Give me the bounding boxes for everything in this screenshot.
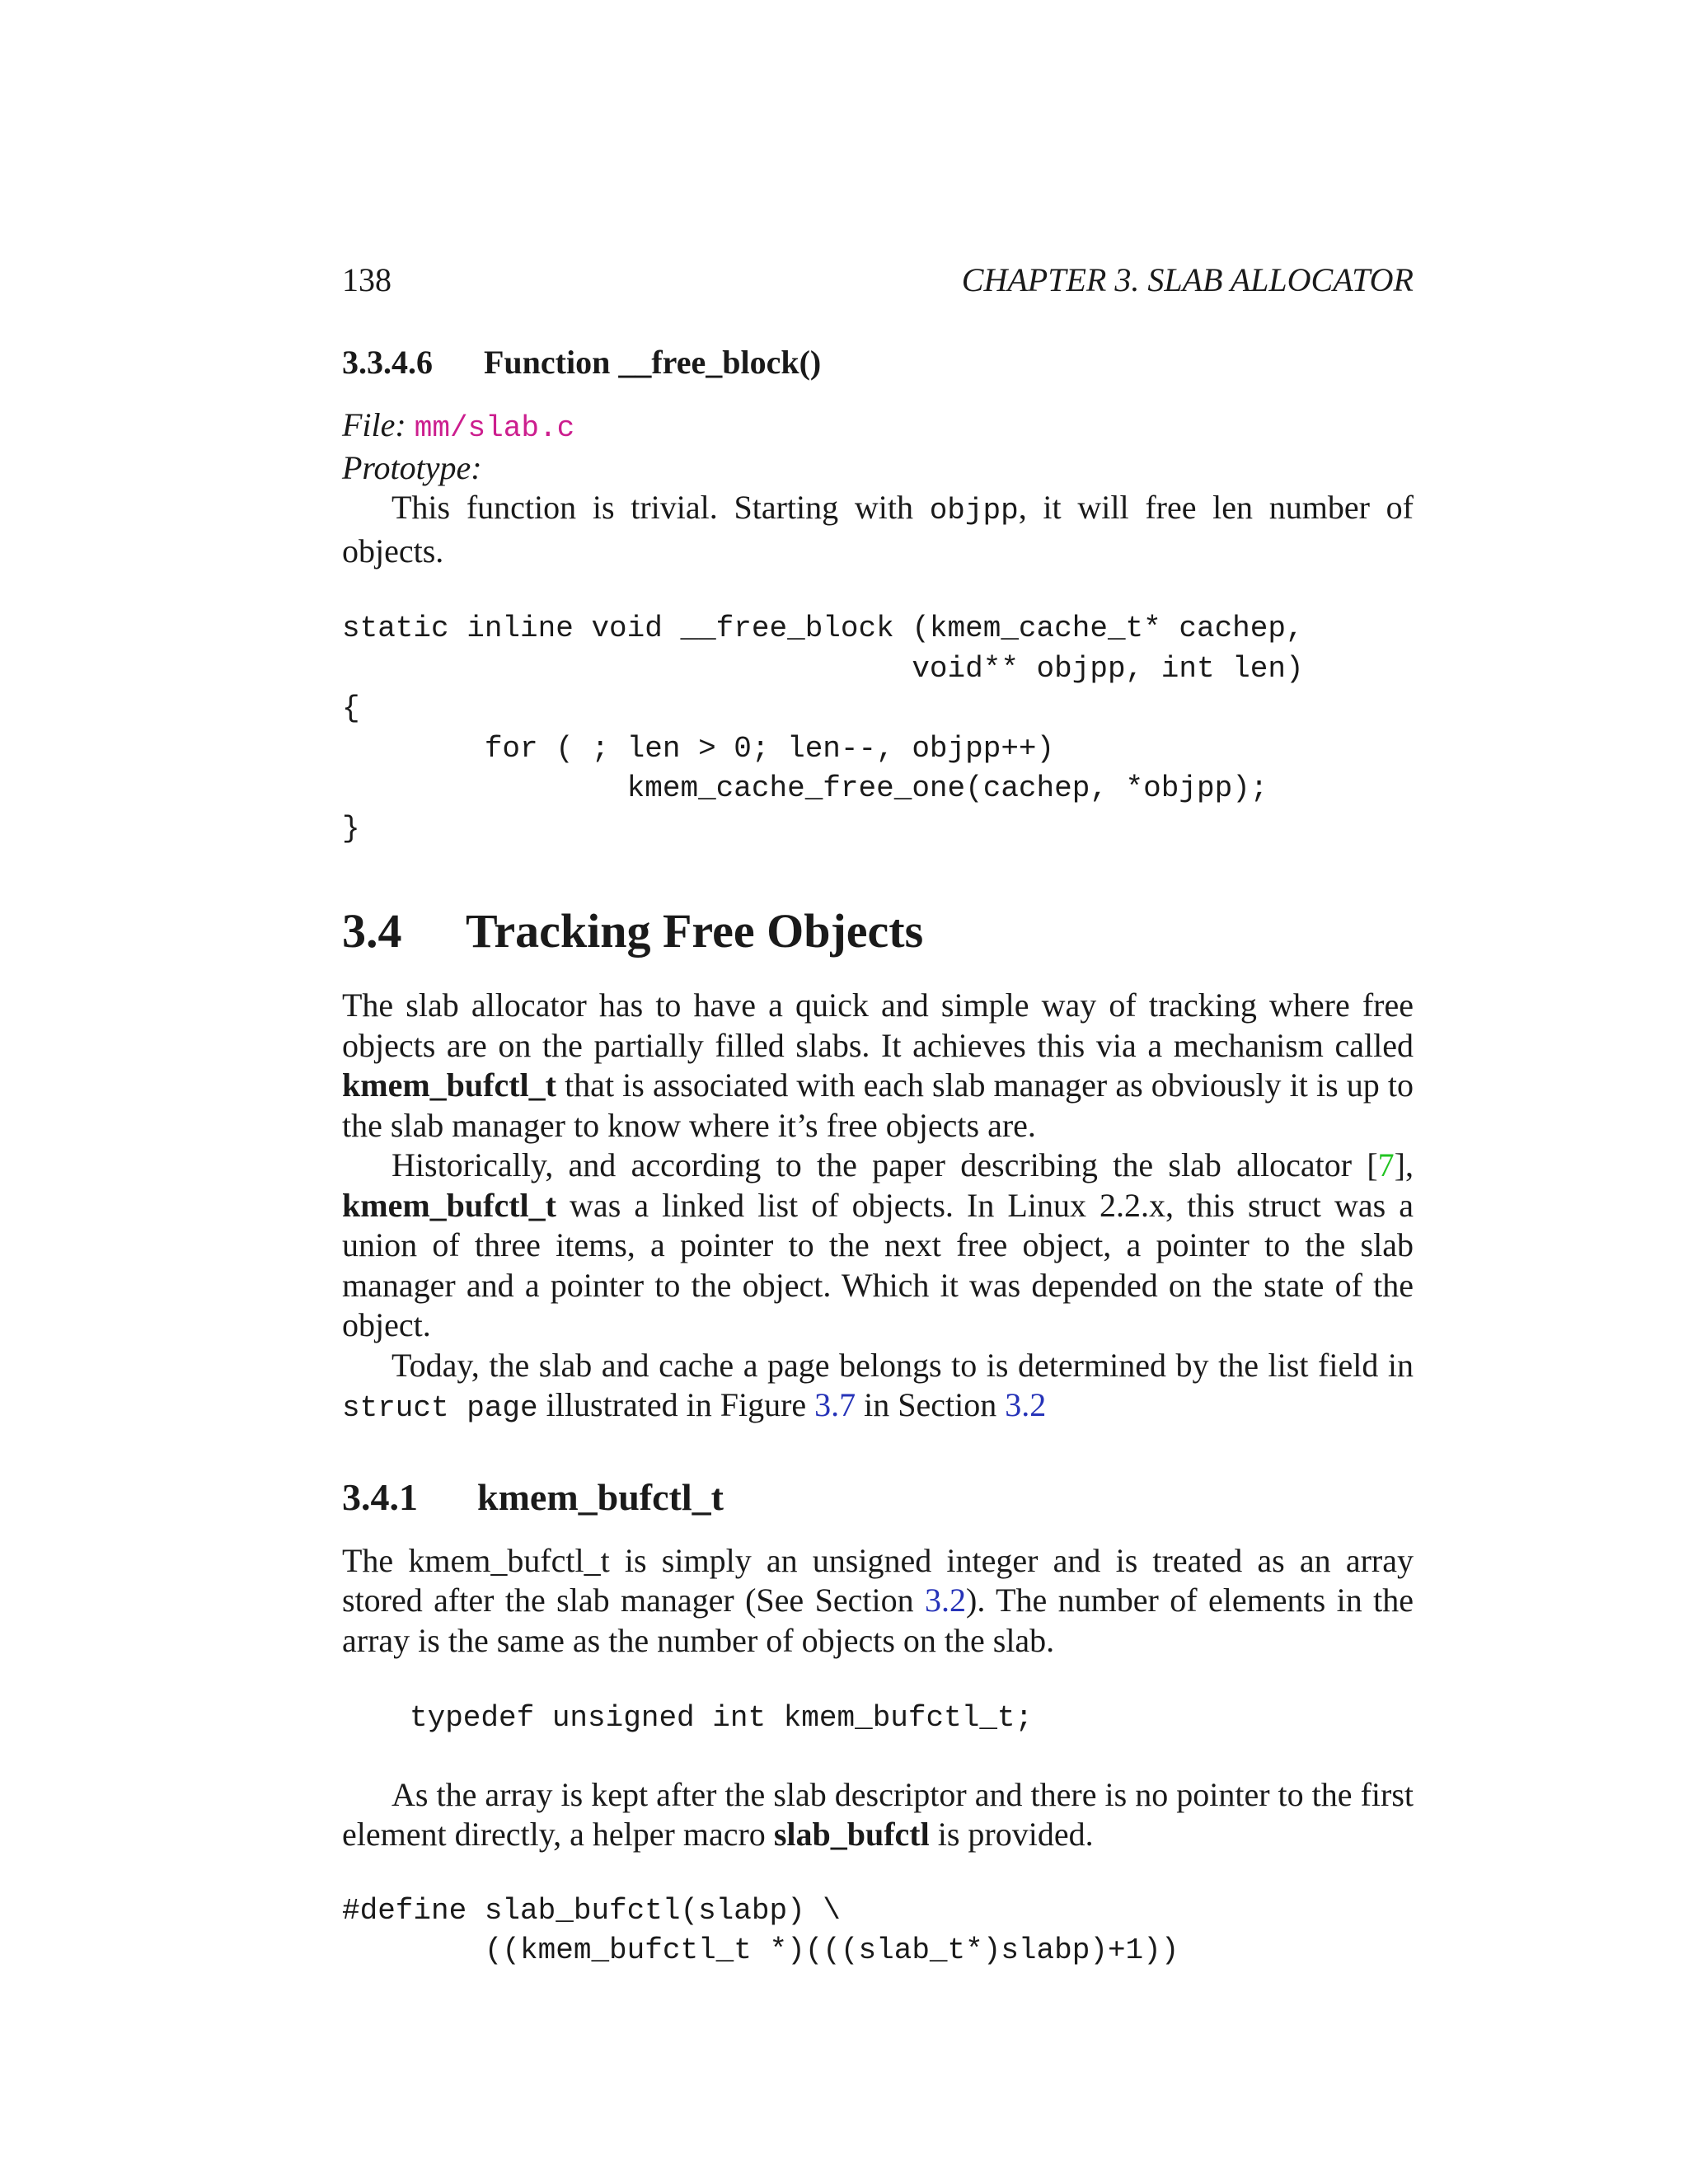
chapter-title: CHAPTER 3. SLAB ALLOCATOR: [961, 261, 1414, 298]
subsubsection-heading: [342, 340, 1414, 386]
code-free-block: static inline void __free_block (kmem_cache_t* cachep, void** objpp, int len) { for ( ; len > 0; len--, objpp++) kmem_cache_free_one(cachep, *objpp); }: [342, 612, 1304, 846]
page-content: [342, 255, 1414, 1971]
subsubsection-title: Function __free_block(): [484, 344, 822, 381]
intro-paragraph: [342, 488, 1414, 571]
intro-text-2: , it will free len number of objects.: [342, 489, 1414, 569]
section-link[interactable]: 3.2: [925, 1582, 967, 1619]
subsection-number: 3.4.1: [342, 1475, 418, 1518]
subsection-title: kmem_bufctl_t: [477, 1475, 724, 1518]
intro-text-1: This function is trivial. Starting with: [392, 489, 930, 526]
file-name: mm/slab.c: [414, 411, 575, 445]
para1-text-2: that is associated with each slab manager as obviously it is up to the slab manager to know where it’s free objects are.: [342, 1066, 1414, 1144]
para5-text-1: As the array is kept after the slab descriptor and there is no pointer to the first element directly, a helper macro: [342, 1775, 1414, 1853]
para5-text-2: is provided.: [929, 1816, 1094, 1853]
subsection-heading: [342, 1472, 1414, 1523]
para3-text-1: Today, the slab and cache a page belongs to is determined by the list field in: [392, 1346, 1414, 1384]
figure-link[interactable]: 3.7: [814, 1386, 856, 1423]
citation-link[interactable]: 7: [1377, 1146, 1395, 1183]
para3-text-3: in Section: [856, 1386, 1006, 1423]
section-heading: [342, 900, 1414, 963]
para2-text-1: Historically, and according to the paper describing the slab allocator [: [392, 1146, 1378, 1183]
paragraph-2: [342, 1146, 1414, 1346]
para4-text-2: ). The number of elements in the array is the same as the number of objects on the slab.: [342, 1582, 1414, 1659]
section-title: Tracking Free Objects: [466, 904, 924, 958]
para1-bold: kmem_bufctl_t: [342, 1066, 556, 1104]
para3-text-2: illustrated in Figure: [537, 1386, 815, 1423]
paragraph-1: [342, 986, 1414, 1146]
subsubsection-number: 3.3.4.6: [342, 344, 433, 381]
code-typedef: typedef unsigned int kmem_bufctl_t;: [410, 1701, 1034, 1735]
para4-text-1: The kmem_bufctl_t is simply an unsigned integer and is treated as an array stored after the slab manager (See Section: [342, 1541, 1414, 1619]
para1-text-1: The slab allocator has to have a quick and simple way of tracking where free objects are on the partially filled slabs. It achieves this via a mechanism called: [342, 987, 1414, 1064]
file-info: [342, 405, 1414, 488]
prototype-label: Prototype:: [342, 449, 482, 486]
para2-text-2: ],: [1394, 1146, 1414, 1183]
section-number: 3.4: [342, 904, 402, 958]
paragraph-3: [342, 1346, 1414, 1429]
page-number: 138: [342, 261, 392, 298]
section-link[interactable]: 3.2: [1005, 1386, 1047, 1423]
intro-code: objpp: [929, 494, 1019, 527]
para2-text-3: was a linked list of objects. In Linux 2.2.x, this struct was a union of three items, a pointer to the next free object, a pointer to the slab manager and a pointer to the object. Which it was depended on the state of the object.: [342, 1186, 1414, 1343]
paragraph-5: [342, 1775, 1414, 1855]
code-define: #define slab_bufctl(slabp) \ ((kmem_bufctl_t *)(((slab_t*)slabp)+1)): [342, 1893, 1179, 1967]
file-line: [342, 405, 1414, 448]
para5-bold: slab_bufctl: [773, 1816, 930, 1853]
para3-code: struct page: [342, 1391, 538, 1425]
running-header: [342, 255, 1414, 305]
file-label: File:: [342, 406, 406, 443]
para2-bold: kmem_bufctl_t: [342, 1186, 556, 1224]
paragraph-4: [342, 1541, 1414, 1661]
